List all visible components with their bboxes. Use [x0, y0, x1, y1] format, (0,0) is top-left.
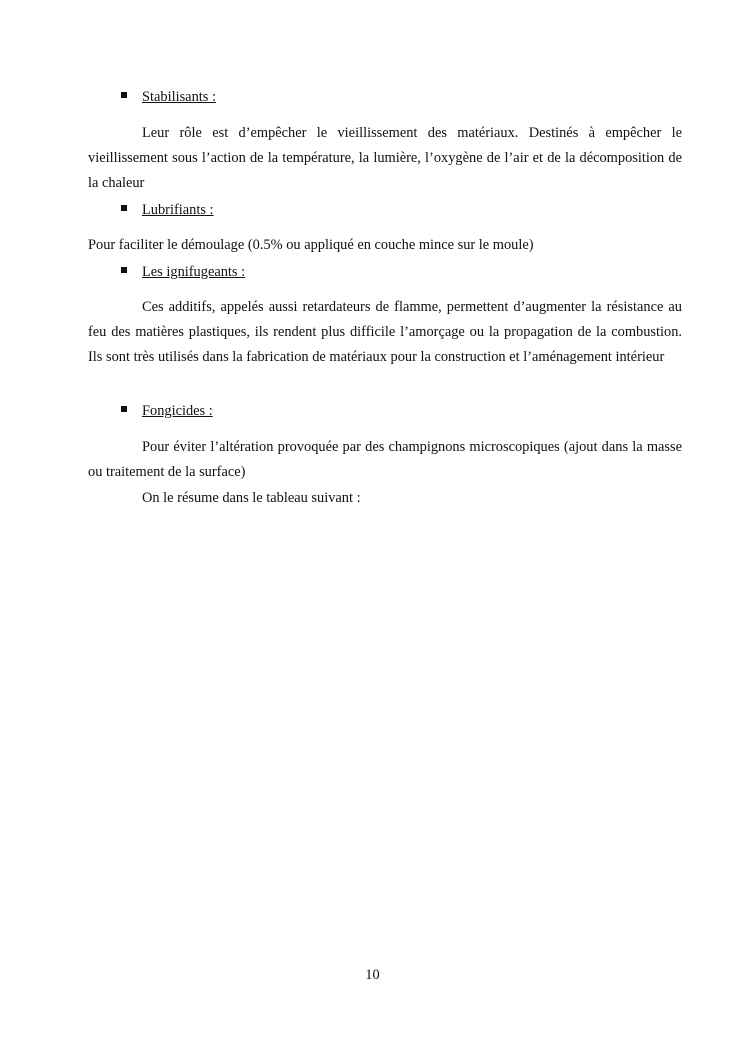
section-body-fongicides	[88, 435, 682, 485]
square-bullet-icon	[121, 267, 127, 273]
square-bullet-icon	[121, 205, 127, 211]
section-heading-label: Les ignifugeants :	[142, 264, 246, 280]
section-body-ignifugeants	[88, 295, 682, 370]
section-heading-stabilisants	[121, 86, 681, 108]
paragraph: Pour éviter l’altération provoquée par des champignons microscopiques (ajout dans la masse ou traitement de la surface)	[88, 439, 682, 480]
section-body-lubrifiants	[88, 233, 682, 258]
section-heading-ignifugeants	[121, 261, 681, 283]
closing-paragraph: On le résume dans le tableau suivant :	[142, 490, 361, 506]
section-body-stabilisants	[88, 121, 682, 196]
paragraph: Ces additifs, appelés aussi retardateurs de flamme, permettent d’augmenter la résistance au feu des matières plastiques, ils rendent plus difficile l’amorçage ou la propagation de la combustion. Ils sont très utilisés dans la fabrication de matériaux pour la construction et l’aménagement intérieur	[88, 299, 682, 365]
section-heading-label: Lubrifiants :	[142, 202, 214, 218]
paragraph: Pour faciliter le démoulage (0.5% ou appliqué en couche mince sur le moule)	[88, 237, 534, 253]
section-heading-fongicides	[121, 400, 681, 422]
section-heading-label: Stabilisants :	[142, 89, 216, 105]
page-number: 10	[365, 967, 380, 983]
section-heading-label: Fongicides :	[142, 403, 213, 419]
closing-line-block	[88, 486, 682, 511]
paragraph: Leur rôle est d’empêcher le vieillissement des matériaux. Destinés à empêcher le vieillissement sous l’action de la température, la lumière, l’oxygène de l’air et de la décomposition de la chaleur	[88, 125, 682, 191]
square-bullet-icon	[121, 406, 127, 412]
section-heading-lubrifiants	[121, 199, 681, 221]
square-bullet-icon	[121, 92, 127, 98]
